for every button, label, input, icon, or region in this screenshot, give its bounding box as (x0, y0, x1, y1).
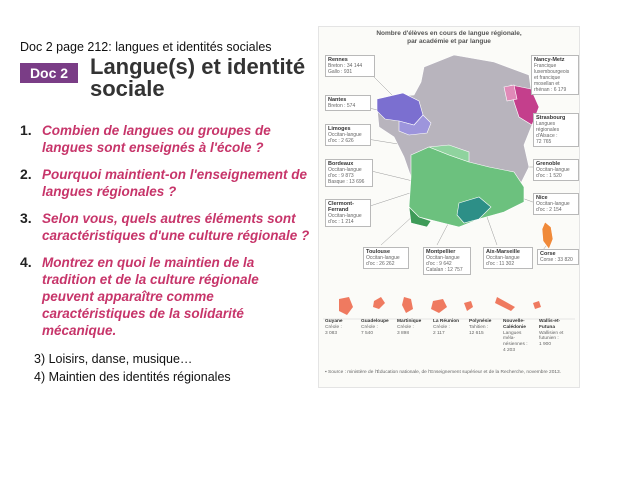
label-clermont: Clermont-Ferrand Occitan-langue d'oc : 1 214 (325, 199, 371, 227)
overseas-guadeloupe: Guadeloupe Créole : 7 540 (361, 319, 389, 336)
overseas-wallis-futuna: Wallis-et-Futuna Wallisien et futunien : 1 900 (539, 319, 564, 348)
reunion-shape (431, 299, 447, 313)
map-title-line2: par académie et par langue (407, 38, 491, 45)
question-item (20, 254, 310, 339)
label-montpellier: Montpellier Occitan-langue d'oc : 9 642 Catalan : 12 757 (423, 247, 471, 275)
label-nancy-metz: Nancy-Metz Francique luxembourgeois et francique mosellan et rhénan : 6 179 (531, 55, 579, 95)
label-nice: Nice Occitan-langue d'oc : 2 154 (533, 193, 579, 215)
polynesie-shape (464, 301, 473, 311)
corse-shape (542, 222, 553, 249)
question-item (20, 166, 310, 200)
question-text: Combien de langues ou groupes de langues sont enseignés à l'école ? (42, 123, 271, 155)
wallis-futuna-shape (533, 301, 541, 309)
label-aix-marseille: Aix-Marseille Occitan-langue d'oc : 11 302 (483, 247, 533, 269)
nouvelle-caledonie-shape (495, 297, 515, 311)
label-strasbourg: Strasbourg Langues régionales d'Alsace : 72 765 (533, 113, 579, 147)
guadeloupe-shape (373, 297, 385, 309)
overseas-guyane: Guyane Créole : 3 083 (325, 319, 343, 336)
question-number: 1. (20, 122, 32, 138)
answer-3: 3) Loisirs, danse, musique… (34, 352, 193, 366)
overseas-polynesie: Polynésie Tahitien : 12 615 (469, 319, 492, 336)
question-number: 3. (20, 210, 32, 226)
label-bordeaux: Bordeaux Occitan-langue d'oc : 9 873 Basque : 13 696 (325, 159, 373, 187)
guyane-shape (339, 297, 353, 315)
map-panel (318, 26, 580, 388)
question-text: Selon vous, quels autres éléments sont caractéristiques d'une culture régionale ? (42, 211, 310, 243)
answer-4: 4) Maintien des identités régionales (34, 370, 231, 384)
question-item (20, 122, 310, 156)
map-title-line1: Nombre d'élèves en cours de langue régionale, (376, 30, 522, 37)
overseas-nouvelle-caledonie: Nouvelle-Calédonie Langues méla- nésiennes : 4 203 (503, 319, 528, 353)
question-number: 4. (20, 254, 32, 270)
label-rennes: Rennes Breton : 34 144 Gallo : 931 (325, 55, 375, 77)
label-corse: Corse Corse : 33 820 (537, 249, 579, 265)
doc-title: Langue(s) et identité sociale (90, 54, 306, 101)
question-text: Pourquoi maintient-on l'enseignement de langues régionales ? (42, 167, 307, 199)
overseas-reunion: La Réunion Créole : 2 117 (433, 319, 460, 336)
label-toulouse: Toulouse Occitan-langue d'oc : 26 262 (363, 247, 409, 269)
overseas-martinique: Martinique Créole : 3 898 (397, 319, 422, 336)
question-item (20, 210, 310, 244)
label-limoges: Limoges Occitan-langue d'oc : 2 626 (325, 124, 371, 146)
map-source: ▪ Source : ministère de l'Éducation nationale, de l'Enseignement supérieur et de la Recherche, novembre 2013. (325, 370, 562, 375)
label-nantes: Nantes Breton : 574 (325, 95, 371, 111)
doc-badge: Doc 2 (20, 63, 78, 83)
question-text: Montrez en quoi le maintien de la tradition et de la culture régionale peuvent apparaître comme caractéristiques de la solidarité mécanique. (42, 255, 259, 338)
slide-caption: Doc 2 page 212: langues et identités sociales (20, 40, 272, 54)
label-grenoble: Grenoble Occitan-langue d'oc : 1 520 (533, 159, 579, 181)
martinique-shape (402, 297, 413, 313)
question-number: 2. (20, 166, 32, 182)
question-list (20, 122, 310, 349)
